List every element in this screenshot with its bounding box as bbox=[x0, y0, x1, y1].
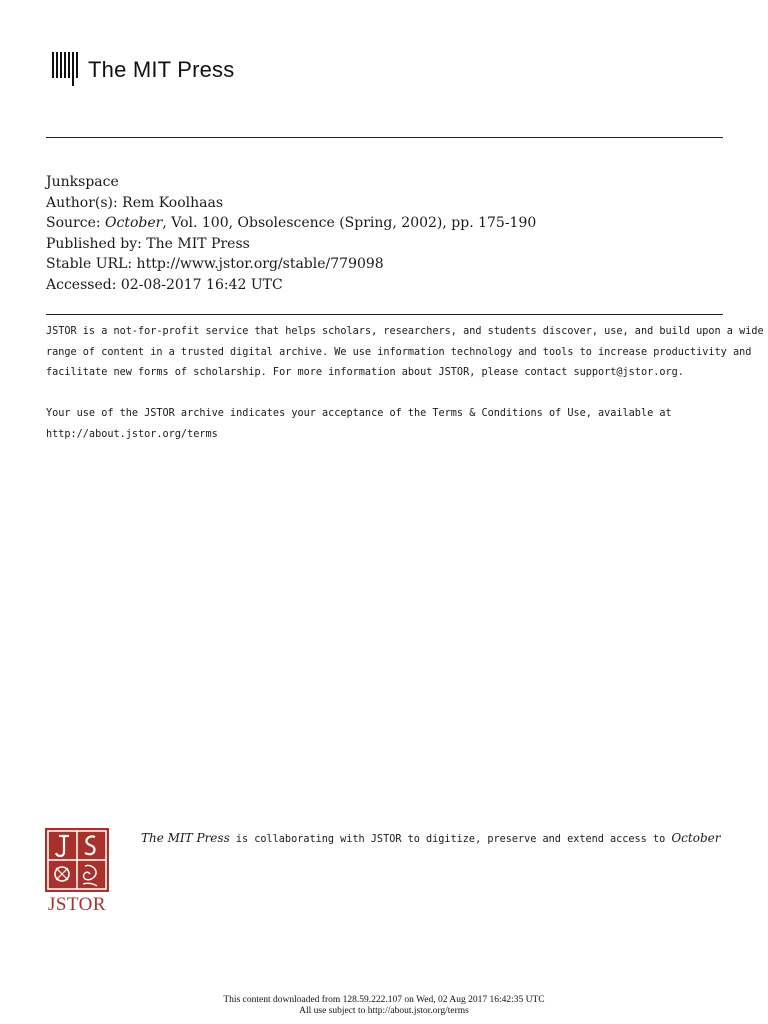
notice-line: range of content in a trusted digital archive. We use information technology and tools to increase productivity and bbox=[46, 346, 752, 358]
mit-press-bars-icon bbox=[52, 52, 80, 88]
collab-publisher: The MIT Press bbox=[141, 831, 230, 845]
collab-text: is collaborating with JSTOR to digitize, preserve and extend access to bbox=[229, 834, 672, 845]
accessed-value: 02-08-2017 16:42 UTC bbox=[120, 276, 283, 293]
jstor-notice bbox=[46, 322, 764, 445]
notice-paragraph-2 bbox=[46, 404, 726, 445]
source-details: , Vol. 100, Obsolescence (Spring, 2002), pp. 175-190 bbox=[162, 215, 537, 231]
accessed-line bbox=[46, 275, 536, 296]
stable-url-link[interactable]: http://www.jstor.org/stable/779098 bbox=[136, 256, 384, 272]
authors-value: Rem Koolhaas bbox=[122, 194, 224, 211]
publisher-name: The MIT Press bbox=[88, 57, 235, 82]
notice-paragraph-1 bbox=[46, 322, 764, 384]
source-label: Source: bbox=[46, 215, 101, 231]
authors-line bbox=[46, 193, 536, 214]
accessed-label: Accessed: bbox=[46, 276, 117, 293]
notice-line: facilitate new forms of scholarship. For more information about JSTOR, please contact support@jstor.org. bbox=[46, 367, 684, 378]
jstor-wordmark: JSTOR bbox=[47, 894, 107, 915]
jstor-seal-icon bbox=[45, 828, 109, 892]
footer-download-line: This content downloaded from 128.59.222.107 on Wed, 02 Aug 2017 16:42:35 UTC bbox=[223, 995, 545, 1005]
published-label: Published by: bbox=[46, 235, 142, 252]
citation-block bbox=[46, 172, 536, 295]
published-line bbox=[46, 234, 536, 255]
stable-url-label: Stable URL: bbox=[46, 256, 133, 272]
journal-name: October bbox=[105, 215, 163, 231]
collab-journal: October bbox=[671, 831, 721, 845]
authors-label: Author(s): bbox=[46, 194, 118, 211]
notice-line: Your use of the JSTOR archive indicates your acceptance of the Terms & Conditions of Use, available at bbox=[46, 408, 672, 419]
stable-url-line bbox=[46, 254, 536, 275]
middle-divider bbox=[46, 314, 723, 315]
download-footer bbox=[0, 995, 768, 1017]
published-value: The MIT Press bbox=[146, 235, 250, 252]
top-divider bbox=[46, 137, 723, 138]
terms-link[interactable]: http://about.jstor.org/terms bbox=[46, 428, 218, 440]
source-line bbox=[46, 213, 536, 234]
jstor-logo bbox=[45, 828, 109, 916]
article-title: Junkspace bbox=[46, 174, 119, 190]
collaboration-statement bbox=[141, 831, 720, 845]
notice-line: JSTOR is a not-for-profit service that helps scholars, researchers, and students discover, use, and build upon a wide bbox=[46, 326, 764, 337]
mit-press-logo bbox=[52, 52, 234, 88]
footer-terms-line: All use subject to http://about.jstor.org/terms bbox=[299, 1006, 469, 1016]
